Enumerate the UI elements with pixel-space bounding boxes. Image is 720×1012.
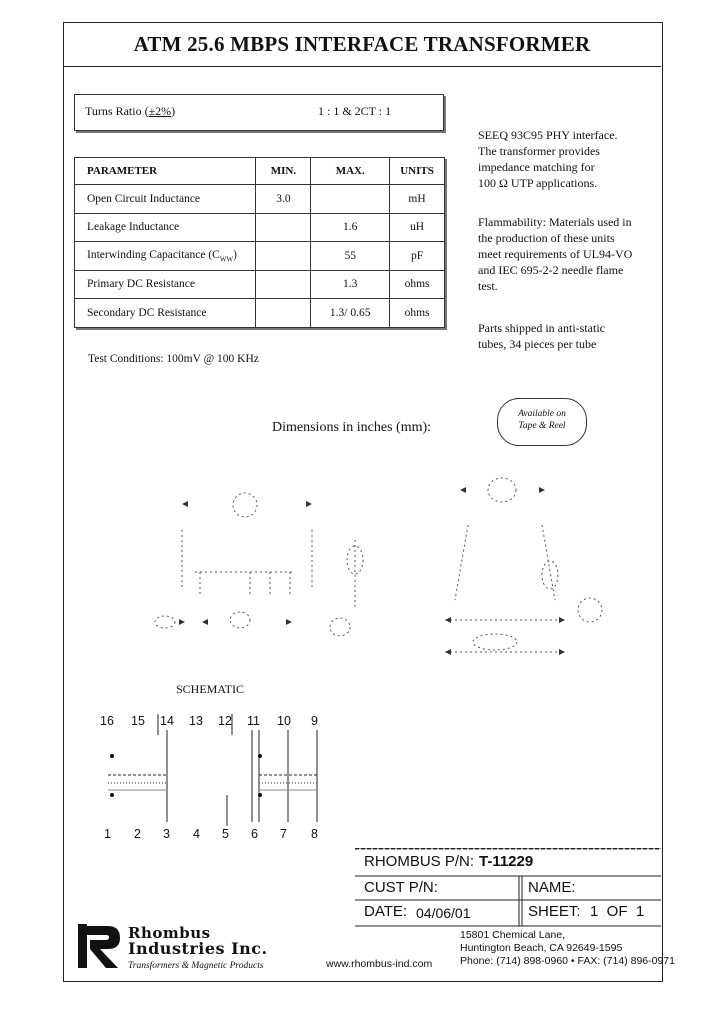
- dimensions-label: Dimensions in inches (mm):: [272, 420, 432, 435]
- col-header-min: MIN.: [256, 158, 311, 185]
- spec-table: [74, 157, 445, 328]
- pin-label: 2: [134, 827, 141, 841]
- side-view-drawing: [430, 470, 630, 670]
- col-header-parameter: PARAMETER: [75, 158, 256, 185]
- front-view-drawing: [140, 470, 380, 650]
- units-cell: ohms: [390, 299, 445, 328]
- notes-flammability: Flammability: Materials used in the production of these units meet requirements of UL94-VO and IEC 695-2-2 needle flame test.: [478, 215, 633, 293]
- col-header-units: UNITS: [390, 158, 445, 185]
- company-address-line2: Huntington Beach, CA 92649-1595: [460, 942, 623, 954]
- param-cell: Secondary DC Resistance: [75, 299, 256, 328]
- company-name: Rhombus Industries Inc.: [128, 924, 268, 958]
- date-label: DATE:: [364, 903, 408, 920]
- min-cell: [256, 242, 311, 271]
- min-cell: [256, 299, 311, 328]
- pin-label: 10: [277, 714, 291, 728]
- min-cell: [256, 270, 311, 299]
- name-label: NAME:: [528, 879, 576, 896]
- page-title: ATM 25.6 MBPS INTERFACE TRANSFORMER: [133, 32, 591, 56]
- rhombus-pn-label: RHOMBUS P/N:: [364, 853, 475, 870]
- param-cell: Leakage Inductance: [75, 213, 256, 242]
- title-divider: [63, 66, 661, 67]
- pin-label: 7: [280, 827, 287, 841]
- units-cell: uH: [390, 213, 445, 242]
- param-cell: Open Circuit Inductance: [75, 185, 256, 214]
- spec-table-header: [75, 158, 445, 185]
- units-cell: ohms: [390, 270, 445, 299]
- cust-pn-label: CUST P/N:: [364, 879, 438, 896]
- min-cell: [256, 213, 311, 242]
- turns-ratio-label: Turns Ratio (±2%): [85, 104, 176, 118]
- pin-label: 14: [160, 714, 174, 728]
- company-address-line1: 15801 Chemical Lane,: [460, 929, 566, 941]
- notes-packaging: Parts shipped in anti-static tubes, 34 pieces per tube: [478, 321, 605, 351]
- max-cell: 1.3: [311, 270, 390, 299]
- pin-label: 1: [104, 827, 111, 841]
- pin-label: 11: [247, 714, 260, 728]
- rhombus-pn-value: T-11229: [479, 853, 534, 870]
- company-phone-fax: Phone: (714) 898-0960 • FAX: (714) 896-0971: [460, 955, 675, 967]
- test-conditions: Test Conditions: 100mV @ 100 KHz: [88, 353, 259, 365]
- pin-label: 15: [131, 714, 145, 728]
- company-tagline: Transformers & Magnetic Products: [128, 961, 264, 971]
- table-row: [75, 270, 445, 299]
- pin-label: 5: [222, 827, 229, 841]
- pin-label: 3: [163, 827, 170, 841]
- turns-ratio-box: [74, 94, 444, 131]
- table-row: [75, 242, 445, 271]
- company-website[interactable]: www.rhombus-ind.com: [326, 958, 433, 970]
- schematic-label: SCHEMATIC: [176, 682, 245, 696]
- rhombus-logo-icon: [78, 924, 124, 970]
- date-value: 04/06/01: [416, 905, 471, 921]
- sheet-value: 1 OF 1: [590, 903, 645, 920]
- sheet-label: SHEET:: [528, 903, 581, 920]
- max-cell: 55: [311, 242, 390, 271]
- max-cell: 1.6: [311, 213, 390, 242]
- max-cell: [311, 185, 390, 214]
- turns-ratio-value: 1 : 1 & 2CT : 1: [318, 104, 392, 118]
- schematic-diagram: [100, 700, 340, 830]
- units-cell: mH: [390, 185, 445, 214]
- units-cell: pF: [390, 242, 445, 271]
- pin-label: 13: [189, 714, 203, 728]
- pin-label: 8: [311, 827, 318, 841]
- table-row: [75, 185, 445, 214]
- pin-label: 12: [218, 714, 232, 728]
- param-cell: Interwinding Capacitance $(C_{WW})$: [75, 242, 256, 271]
- tape-reel-badge: Available on Tape & Reel: [497, 398, 587, 446]
- param-cell: Primary DC Resistance: [75, 270, 256, 299]
- pin-label: 16: [100, 714, 114, 728]
- table-row: [75, 213, 445, 242]
- pin-label: 6: [251, 827, 258, 841]
- pin-label: 4: [193, 827, 200, 841]
- pin-label: 9: [311, 714, 318, 728]
- notes-application: SEEQ 93C95 PHY interface. The transformer provides impedance matching for 100 Ω UTP applications.: [478, 128, 618, 190]
- col-header-max: MAX.: [311, 158, 390, 185]
- turns-ratio-tolerance: ±2%: [148, 104, 172, 118]
- table-row: [75, 299, 445, 328]
- min-cell: 3.0: [256, 185, 311, 214]
- max-cell: 1.3/ 0.65: [311, 299, 390, 328]
